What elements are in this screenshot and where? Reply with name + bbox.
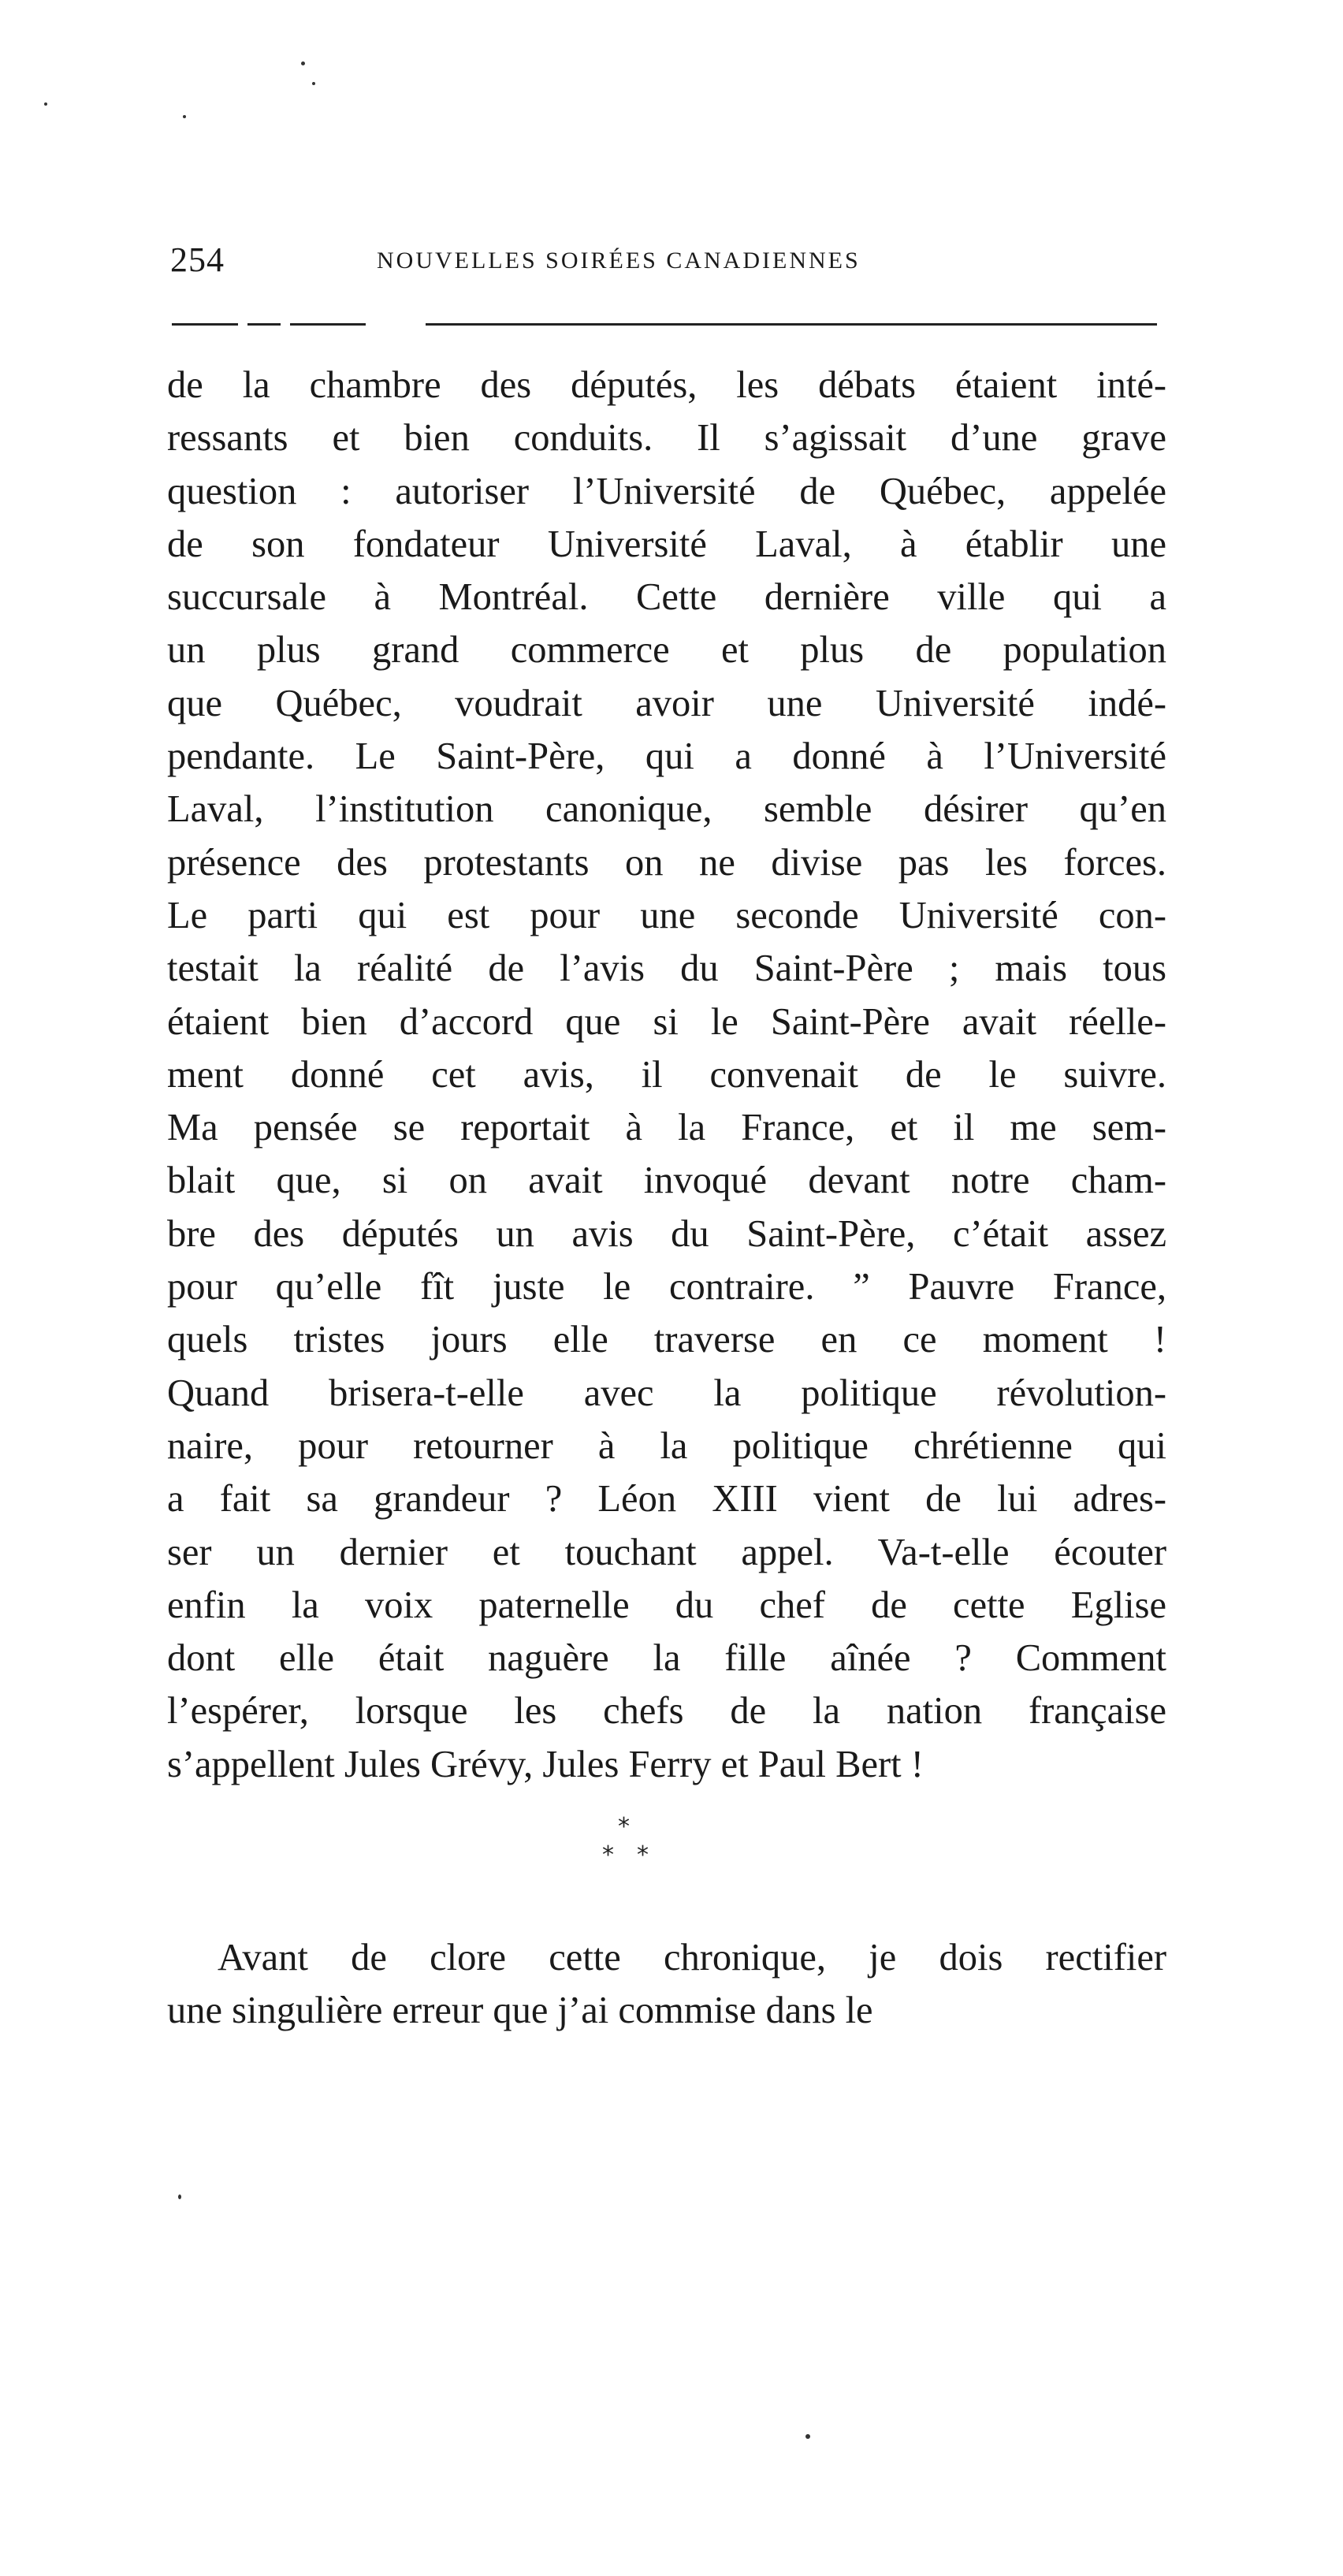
header-rule-segment xyxy=(290,323,366,326)
text-line: de son fondateur Université Laval, à établir une xyxy=(167,523,1166,565)
text-line: que Québec, voudrait avoir une Université indé- xyxy=(167,682,1166,724)
text-line: s’appellent Jules Grévy, Jules Ferry et Paul Bert ! xyxy=(167,1743,924,1785)
text-line: dont elle était naguère la fille aînée ? Comment xyxy=(167,1637,1166,1680)
scan-speck xyxy=(301,61,305,65)
header-rule-segment xyxy=(247,323,281,326)
page-header xyxy=(170,240,1163,287)
section-break-asterism xyxy=(583,1813,678,1884)
text-line: a fait sa grandeur ? Léon XIII vient de lui adres- xyxy=(167,1478,1166,1521)
text-line: ressants et bien conduits. Il s’agissait d’une grave xyxy=(167,417,1166,460)
scan-speck xyxy=(805,2434,810,2439)
text-line: pendante. Le Saint-Père, qui a donné à l’Université xyxy=(167,735,1166,778)
asterism-star: * xyxy=(637,1841,649,1869)
text-line: question : autoriser l’Université de Québec, appelée xyxy=(167,470,1166,512)
scan-speck xyxy=(183,115,186,118)
text-line: naire, pour retourner à la politique chrétienne qui xyxy=(167,1424,1166,1467)
text-line: présence des protestants on ne divise pas les forces. xyxy=(167,841,1166,884)
text-line: de la chambre des députés, les débats étaient inté- xyxy=(167,364,1166,406)
header-rule-segment xyxy=(426,323,1157,326)
text-line: testait la réalité de l’avis du Saint-Père ; mais tous xyxy=(167,947,1166,990)
text-line: Le parti qui est pour une seconde Université con- xyxy=(167,894,1166,936)
text-line: blait que, si on avait invoqué devant notre cham- xyxy=(167,1160,1166,1202)
running-head: NOUVELLES SOIRÉES CANADIENNES xyxy=(377,248,861,274)
paragraph-2 xyxy=(167,1931,1166,2038)
scan-speck xyxy=(178,2194,181,2199)
page-number: 254 xyxy=(170,240,225,279)
text-line: l’espérer, lorsque les chefs de la nation française xyxy=(167,1690,1166,1733)
scan-speck xyxy=(312,82,315,85)
text-line: étaient bien d’accord que si le Saint-Père avait réelle- xyxy=(167,1000,1166,1043)
text-line: enfin la voix paternelle du chef de cette Eglise xyxy=(167,1584,1166,1626)
asterism-star: * xyxy=(602,1841,614,1869)
text-line: Avant de clore cette chronique, je dois rectifier xyxy=(218,1937,1166,1979)
text-line: Ma pensée se reportait à la France, et il me sem- xyxy=(167,1107,1166,1149)
text-line: un plus grand commerce et plus de population xyxy=(167,629,1166,672)
text-line: succursale à Montréal. Cette dernière ville qui a xyxy=(167,576,1166,619)
text-line: Laval, l’institution canonique, semble désirer qu’en xyxy=(167,788,1166,831)
text-line: une singulière erreur que j’ai commise dans le xyxy=(167,1990,873,2032)
scan-speck xyxy=(44,102,47,106)
header-rule-segment xyxy=(172,323,238,326)
text-line: Quand brisera-t-elle avec la politique révolution- xyxy=(167,1372,1166,1414)
text-line: quels tristes jours elle traverse en ce moment ! xyxy=(167,1319,1166,1361)
text-line: ser un dernier et touchant appel. Va-t-elle écouter xyxy=(167,1531,1166,1573)
asterism-star: * xyxy=(618,1813,630,1841)
text-line: ment donné cet avis, il convenait de le suivre. xyxy=(167,1053,1166,1096)
text-line: bre des députés un avis du Saint-Père, c’était assez xyxy=(167,1212,1166,1255)
paragraph-1 xyxy=(167,359,1166,1791)
text-line: pour qu’elle fît juste le contraire. ” Pauvre France, xyxy=(167,1266,1166,1308)
